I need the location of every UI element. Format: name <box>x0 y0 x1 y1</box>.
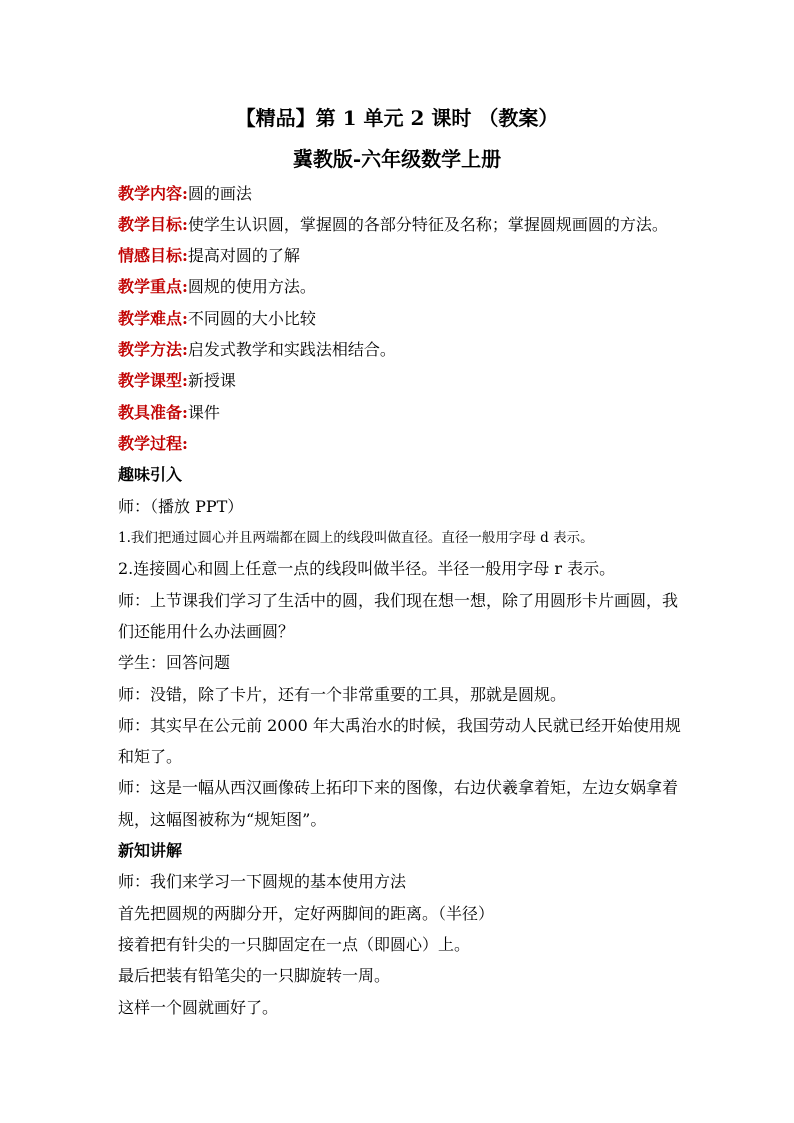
paragraph: 师：其实早在公元前 2000 年大禹治水的时候，我国劳动人民就已经开始使用规 <box>118 716 681 735</box>
paragraph: 这样一个圆就画好了。 <box>118 998 279 1017</box>
meta-method <box>118 339 698 361</box>
meta-label: 教学过程: <box>118 434 188 453</box>
meta-difficulty <box>118 308 698 330</box>
document-subtitle: 冀教版-六年级数学上册 <box>292 147 502 171</box>
meta-value: 提高对圆的了解 <box>187 246 300 265</box>
paragraph: 师：上节课我们学习了生活中的圆，我们现在想一想，除了用圆形卡片画圆，我 <box>118 591 679 610</box>
paragraph: 师：我们来学习一下圆规的基本使用方法 <box>118 872 407 891</box>
document-title: 【精品】第 1 单元 2 课时 （教案） <box>235 106 559 130</box>
paragraph: 师：这是一幅从西汉画像砖上拓印下来的图像，右边伏羲拿着矩，左边女娲拿着 <box>118 778 679 797</box>
meta-label: 教学方法: <box>118 340 188 359</box>
meta-emotion <box>118 245 698 267</box>
paragraph: 最后把装有铅笔尖的一只脚旋转一周。 <box>118 966 391 985</box>
meta-label: 教学难点: <box>118 309 188 328</box>
meta-label: 教学重点: <box>118 277 188 296</box>
meta-process <box>118 433 698 455</box>
paragraph: 首先把圆规的两脚分开，定好两脚间的距离。（半径） <box>118 904 495 923</box>
meta-tools <box>118 402 698 424</box>
meta-label: 教具准备: <box>118 403 188 422</box>
paragraph: 和矩了。 <box>118 747 183 766</box>
paragraph: 2.连接圆心和圆上任意一点的线段叫做半径。半径一般用字母 r 表示。 <box>118 559 616 578</box>
paragraph: 学生：回答问题 <box>118 653 231 672</box>
meta-value: 不同圆的大小比较 <box>187 309 316 328</box>
meta-value: 课件 <box>187 403 220 422</box>
paragraph: 规，这幅图被称为“规矩图”。 <box>118 810 327 829</box>
meta-label: 情感目标: <box>118 246 188 265</box>
paragraph: 接着把有针尖的一只脚固定在一点（即圆心）上。 <box>118 935 471 954</box>
meta-value: 启发式教学和实践法相结合。 <box>187 340 396 359</box>
paragraph: 1.我们把通过圆心并且两端都在圆上的线段叫做直径。直径一般用字母 d 表示。 <box>118 530 594 546</box>
section-heading: 趣味引入 <box>118 465 183 484</box>
meta-label: 教学课型: <box>118 371 188 390</box>
meta-label: 教学目标: <box>118 215 188 234</box>
meta-value: 圆的画法 <box>187 184 252 203</box>
meta-content <box>118 183 698 205</box>
section-heading: 新知讲解 <box>118 841 183 860</box>
meta-value: 圆规的使用方法。 <box>187 277 316 296</box>
meta-value: 新授课 <box>187 371 236 390</box>
meta-type <box>118 370 698 392</box>
paragraph: 师：没错，除了卡片，还有一个非常重要的工具，那就是圆规。 <box>118 685 567 704</box>
paragraph: 师：（播放 PPT） <box>118 497 244 516</box>
meta-label: 教学内容: <box>118 184 188 203</box>
meta-key <box>118 276 698 298</box>
meta-value: 使学生认识圆，掌握圆的各部分特征及名称；掌握圆规画圆的方法。 <box>187 215 668 234</box>
meta-goal <box>118 214 698 236</box>
paragraph: 们还能用什么办法画圆？ <box>118 622 295 641</box>
